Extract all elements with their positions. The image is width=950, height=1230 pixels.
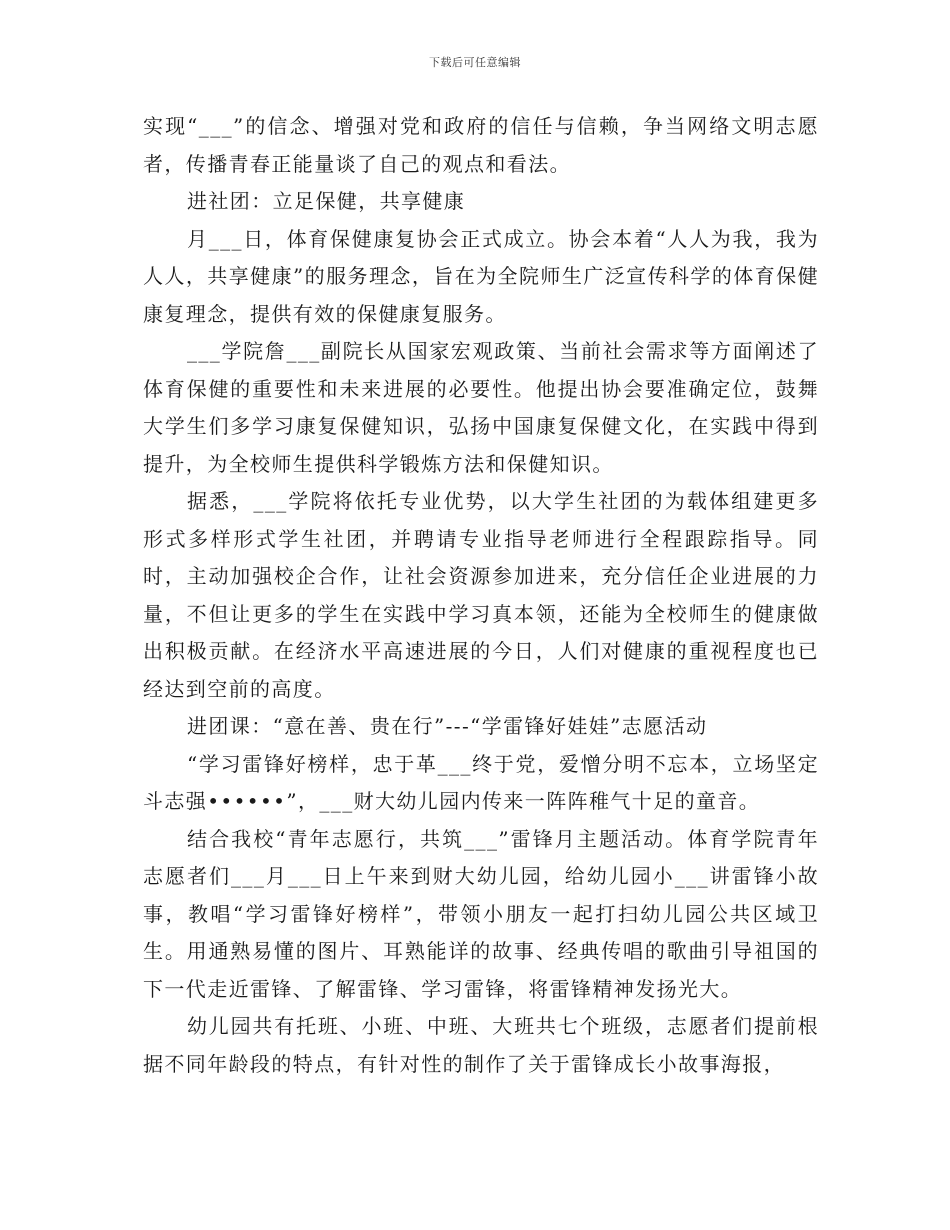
document-body xyxy=(143,108,819,1083)
paragraph: 据悉，___学院将依托专业优势，以大学生社团的为载体组建更多形式多样形式学生社团，并聘请专业指导老师进行全程跟踪指导。同时，主动加强校企合作，让社会资源参加进来，充分信任企业进展的力量，不但让更多的学生在实践中学习真本领，还能为全校师生的健康做出积极贡献。在经济水平高速进展的今日，人们对健康的重视程度也已经达到空前的高度。 xyxy=(143,489,819,701)
paragraph: “学习雷锋好榜样，忠于革___终于党，爱憎分明不忘本，立场坚定斗志强••••••”，___财大幼儿园内传来一阵阵稚气十足的童音。 xyxy=(143,751,819,813)
paragraph: 月___日，体育保健康复协会正式成立。协会本着“人人为我，我为人人，共享健康”的服务理念，旨在为全院师生广泛宣传科学的体育保健康复理念，提供有效的保健康复服务。 xyxy=(143,226,819,326)
paragraph: 幼儿园共有托班、小班、中班、大班共七个班级，志愿者们提前根据不同年龄段的特点，有针对性的制作了关于雷锋成长小故事海报， xyxy=(143,1014,819,1076)
paragraph: 结合我校“青年志愿行，共筑___”雷锋月主题活动。体育学院青年志愿者们___月___日上午来到财大幼儿园，给幼儿园小___讲雷锋小故事，教唱“学习雷锋好榜样”，带领小朋友一起打扫幼儿园公共区域卫生。用通熟易懂的图片、耳熟能详的故事、经典传唱的歌曲引导祖国的下一代走近雷锋、了解雷锋、学习雷锋，将雷锋精神发扬光大。 xyxy=(143,826,819,1001)
paragraph: ___学院詹___副院长从国家宏观政策、当前社会需求等方面阐述了体育保健的重要性和未来进展的必要性。他提出协会要准确定位，鼓舞大学生们多学习康复保健知识，弘扬中国康复保健文化，在实践中得到提升，为全校师生提供科学锻炼方法和保健知识。 xyxy=(143,339,819,476)
section-heading-league-class: 进团课：“意在善、贵在行”---“学雷锋好娃娃”志愿活动 xyxy=(187,714,708,738)
paragraph: 实现“___”的信念、增强对党和政府的信任与信赖，争当网络文明志愿者，传播青春正能量谈了自己的观点和看法。 xyxy=(143,114,819,176)
section-heading-club: 进社团：立足保健，共享健康 xyxy=(187,189,466,213)
page-header: 下载后可任意编辑 xyxy=(429,56,521,69)
